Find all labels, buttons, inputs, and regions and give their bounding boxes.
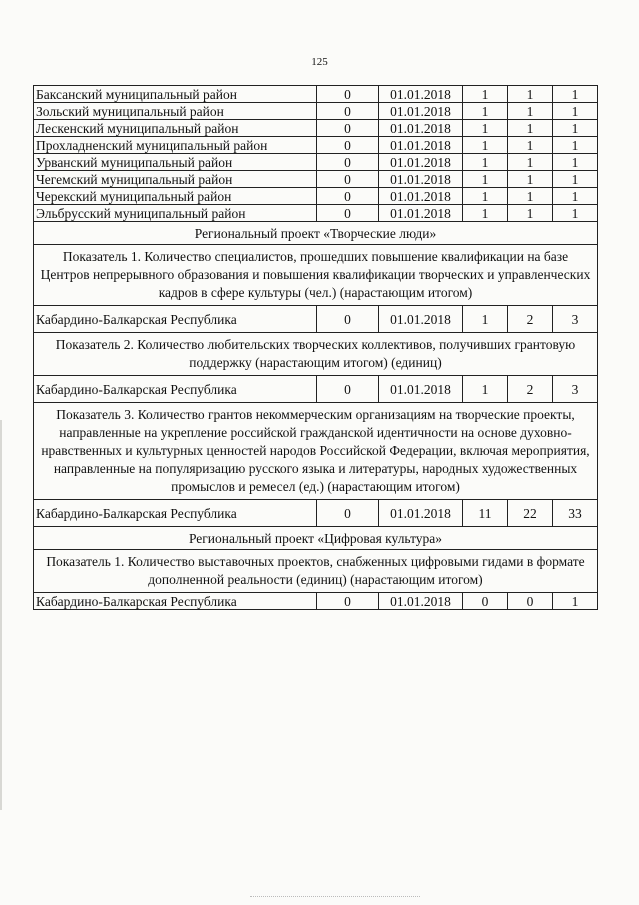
- value-2: 0: [508, 593, 553, 610]
- value-2: 1: [508, 205, 553, 222]
- indicator-row: [34, 550, 598, 593]
- value-1: 1: [463, 171, 508, 188]
- value-3: 1: [553, 103, 598, 120]
- project-title-digital: Региональный проект «Цифровая культура»: [34, 527, 598, 550]
- table-row: [34, 103, 598, 120]
- base-date: 01.01.2018: [379, 500, 463, 527]
- base-date: 01.01.2018: [379, 306, 463, 333]
- region-name: Черекский муниципальный район: [34, 188, 317, 205]
- indicator-row: [34, 333, 598, 376]
- base-value: 0: [317, 103, 379, 120]
- value-2: 22: [508, 500, 553, 527]
- value-1: 1: [463, 188, 508, 205]
- value-1: 1: [463, 376, 508, 403]
- region-name: Прохладненский муниципальный район: [34, 137, 317, 154]
- table-row: [34, 171, 598, 188]
- base-value: 0: [317, 188, 379, 205]
- indicator-text-creative-3: Показатель 3. Количество грантов некоммерческим организациям на творческие проекты, направленные на укрепление российской гражданской идентичности на основе духовно-нравственных и культурных ценностей народов Российской Федерации, включая мероприятия, направленные на популяризацию русского языка и литературы, народных художественных промыслов и ремесел (ед.) (нарастающим итогом): [34, 403, 598, 500]
- indicator-row: [34, 403, 598, 500]
- base-date: 01.01.2018: [379, 120, 463, 137]
- base-date: 01.01.2018: [379, 188, 463, 205]
- value-1: 1: [463, 137, 508, 154]
- region-name: Кабардино-Балкарская Республика: [34, 593, 317, 610]
- value-2: 1: [508, 120, 553, 137]
- base-date: 01.01.2018: [379, 593, 463, 610]
- value-2: 1: [508, 171, 553, 188]
- project-title-creative: Региональный проект «Творческие люди»: [34, 222, 598, 245]
- project-header-row: [34, 527, 598, 550]
- region-name: Урванский муниципальный район: [34, 154, 317, 171]
- value-3: 1: [553, 188, 598, 205]
- base-value: 0: [317, 593, 379, 610]
- district-rows: [34, 86, 598, 222]
- project-header-row: [34, 222, 598, 245]
- region-name: Кабардино-Балкарская Республика: [34, 500, 317, 527]
- value-1: 1: [463, 86, 508, 103]
- base-value: 0: [317, 86, 379, 103]
- value-3: 1: [553, 205, 598, 222]
- table-row: [34, 154, 598, 171]
- value-1: 1: [463, 306, 508, 333]
- table-row: [34, 593, 598, 610]
- table-row: [34, 376, 598, 403]
- base-date: 01.01.2018: [379, 171, 463, 188]
- region-name: Зольский муниципальный район: [34, 103, 317, 120]
- base-date: 01.01.2018: [379, 137, 463, 154]
- value-2: 1: [508, 154, 553, 171]
- value-2: 2: [508, 306, 553, 333]
- base-date: 01.01.2018: [379, 86, 463, 103]
- table-row: [34, 306, 598, 333]
- value-2: 1: [508, 103, 553, 120]
- value-2: 1: [508, 188, 553, 205]
- indicators-table: [33, 85, 598, 610]
- value-3: 3: [553, 306, 598, 333]
- page-number: 125: [311, 56, 328, 68]
- base-value: 0: [317, 137, 379, 154]
- value-1: 0: [463, 593, 508, 610]
- base-value: 0: [317, 154, 379, 171]
- indicator-text-creative-1: Показатель 1. Количество специалистов, прошедших повышение квалификации на базе Центров непрерывного образования и повышения квалификации творческих и управленческих кадров в сфере культуры (чел.) (нарастающим итогом): [34, 245, 598, 306]
- value-2: 1: [508, 86, 553, 103]
- region-name: Лескенский муниципальный район: [34, 120, 317, 137]
- value-3: 1: [553, 120, 598, 137]
- base-value: 0: [317, 500, 379, 527]
- region-name: Кабардино-Балкарская Республика: [34, 376, 317, 403]
- indicator-text-creative-2: Показатель 2. Количество любительских творческих коллективов, получивших грантовую поддержку (нарастающим итогом) (единиц): [34, 333, 598, 376]
- value-1: 1: [463, 154, 508, 171]
- value-2: 1: [508, 137, 553, 154]
- base-value: 0: [317, 120, 379, 137]
- value-3: 1: [553, 171, 598, 188]
- table-row: [34, 500, 598, 527]
- base-date: 01.01.2018: [379, 154, 463, 171]
- table-row: [34, 120, 598, 137]
- value-3: 1: [553, 86, 598, 103]
- indicator-row: [34, 245, 598, 306]
- base-value: 0: [317, 205, 379, 222]
- table-row: [34, 188, 598, 205]
- table-row: [34, 205, 598, 222]
- value-2: 2: [508, 376, 553, 403]
- table-row: [34, 137, 598, 154]
- scan-bottom-mark: [250, 896, 420, 900]
- value-3: 1: [553, 154, 598, 171]
- base-value: 0: [317, 306, 379, 333]
- base-date: 01.01.2018: [379, 103, 463, 120]
- value-3: 33: [553, 500, 598, 527]
- base-value: 0: [317, 171, 379, 188]
- region-name: Баксанский муниципальный район: [34, 86, 317, 103]
- base-value: 0: [317, 376, 379, 403]
- value-3: 1: [553, 137, 598, 154]
- value-1: 1: [463, 120, 508, 137]
- value-1: 1: [463, 103, 508, 120]
- region-name: Чегемский муниципальный район: [34, 171, 317, 188]
- base-date: 01.01.2018: [379, 376, 463, 403]
- value-3: 1: [553, 593, 598, 610]
- region-name: Кабардино-Балкарская Республика: [34, 306, 317, 333]
- value-1: 1: [463, 205, 508, 222]
- indicator-text-digital-1: Показатель 1. Количество выставочных проектов, снабженных цифровыми гидами в формате дополненной реальности (единиц) (нарастающим итогом): [34, 550, 598, 593]
- value-3: 3: [553, 376, 598, 403]
- value-1: 11: [463, 500, 508, 527]
- scan-edge: [0, 420, 2, 810]
- table-row: [34, 86, 598, 103]
- base-date: 01.01.2018: [379, 205, 463, 222]
- region-name: Эльбрусский муниципальный район: [34, 205, 317, 222]
